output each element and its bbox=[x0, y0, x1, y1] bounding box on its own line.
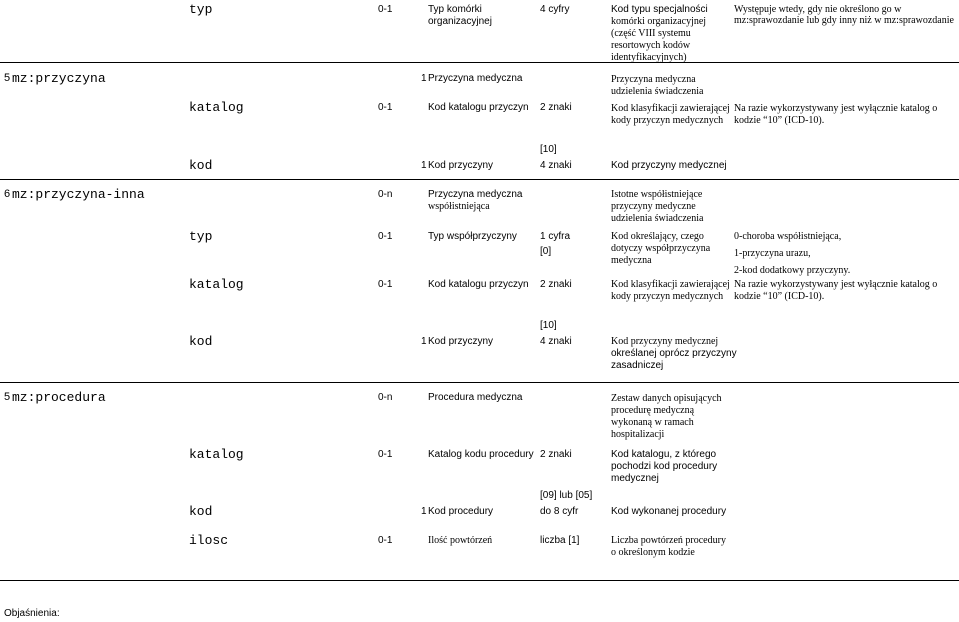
note-line: medycznej bbox=[611, 473, 659, 484]
comment-line: mz:sprawozdanie lub gdy inny niż w mz:sprawozdanie bbox=[734, 15, 954, 26]
cardinality: 1 bbox=[421, 336, 427, 347]
note-line: Istotne współistniejące bbox=[611, 189, 703, 200]
element-name: katalog bbox=[189, 100, 244, 115]
format: 4 cyfry bbox=[540, 4, 570, 15]
default-value: [09] lub [05] bbox=[540, 490, 593, 501]
description: Katalog kodu procedury bbox=[428, 449, 534, 460]
description: Kod przyczyny bbox=[428, 160, 494, 171]
format: do 8 cyfr bbox=[540, 506, 579, 517]
level-number: 6 bbox=[4, 188, 11, 200]
cardinality: 0-1 bbox=[378, 102, 393, 113]
note-line: Kod katalogu, z którego bbox=[611, 449, 717, 460]
comment-line: 2-kod dodatkowy przyczyny. bbox=[734, 265, 851, 276]
comment-line: 1-przyczyna urazu, bbox=[734, 248, 811, 259]
element-name: katalog bbox=[189, 277, 244, 292]
element-name: ilosc bbox=[189, 533, 229, 548]
comment-line: 0-choroba współistniejąca, bbox=[734, 231, 842, 242]
cardinality: 0-1 bbox=[378, 231, 393, 242]
note-line: określanej oprócz przyczyny bbox=[611, 348, 737, 359]
separator bbox=[0, 179, 959, 180]
element-name: kod bbox=[189, 158, 213, 173]
description: Przyczyna medyczna bbox=[428, 73, 523, 84]
note: Kod przyczyny medycznej bbox=[611, 160, 727, 171]
separator bbox=[0, 382, 959, 383]
note-line: przyczyny medyczne bbox=[611, 201, 696, 212]
description: Kod procedury bbox=[428, 506, 494, 517]
comment-line: kodzie “10” (ICD-10). bbox=[734, 291, 825, 302]
element-name: kod bbox=[189, 504, 213, 519]
description: Ilość powtórzeń bbox=[428, 535, 493, 546]
note-line: Przyczyna medyczna bbox=[611, 74, 696, 85]
format: 2 znaki bbox=[540, 279, 572, 290]
description-line: Typ komórki bbox=[428, 4, 482, 15]
level-number: 5 bbox=[4, 72, 11, 84]
description: Typ współprzyczyny bbox=[428, 231, 517, 242]
comment-line: Na razie wykorzystywany jest wyłącznie katalog o bbox=[734, 279, 938, 290]
cardinality: 1 bbox=[421, 160, 427, 171]
note: Kod wykonanej procedury bbox=[611, 506, 727, 517]
format: liczba [1] bbox=[540, 535, 580, 546]
separator bbox=[0, 62, 959, 63]
note-line: zasadniczej bbox=[611, 360, 664, 371]
note-line: kody przyczyn medycznych bbox=[611, 291, 724, 302]
format: 4 znaki bbox=[540, 336, 572, 347]
element-name: mz:procedura bbox=[12, 390, 106, 405]
description: Procedura medyczna bbox=[428, 392, 523, 403]
description: Kod katalogu przyczyn bbox=[428, 279, 529, 290]
note-line: kody przyczyn medycznych bbox=[611, 115, 724, 126]
format: 4 znaki bbox=[540, 160, 572, 171]
comment-line: kodzie “10” (ICD-10). bbox=[734, 115, 825, 126]
note-line: identyfikacyjnych) bbox=[611, 52, 687, 63]
default-value: [10] bbox=[540, 144, 557, 155]
level-number: 5 bbox=[4, 391, 11, 403]
description-line: współistniejąca bbox=[428, 201, 490, 212]
cardinality: 0-n bbox=[378, 189, 393, 200]
comment-line: Występuje wtedy, gdy nie określono go w bbox=[734, 4, 902, 15]
element-name: typ bbox=[189, 229, 213, 244]
note-line: dotyczy współprzyczyna bbox=[611, 243, 711, 254]
cardinality: 0-1 bbox=[378, 279, 393, 290]
element-name: kod bbox=[189, 334, 213, 349]
cardinality: 0-1 bbox=[378, 449, 393, 460]
format: 1 cyfra bbox=[540, 231, 571, 242]
element-name: typ bbox=[189, 2, 213, 17]
format: 2 znaki bbox=[540, 449, 572, 460]
note-line: Kod klasyfikacji zawierającej bbox=[611, 279, 730, 290]
note-line: udzielenia świadczenia bbox=[611, 86, 704, 97]
cardinality: 1 bbox=[421, 506, 427, 517]
note-line: wykonaną w ramach bbox=[611, 417, 694, 428]
element-name: mz:przyczyna bbox=[12, 71, 106, 86]
note-line: Liczba powtórzeń procedury bbox=[611, 535, 726, 546]
description-line: organizacyjnej bbox=[428, 16, 492, 27]
separator bbox=[0, 580, 959, 581]
note-line: procedurę medyczną bbox=[611, 405, 695, 416]
default-value: [10] bbox=[540, 320, 557, 331]
note-line: Kod klasyfikacji zawierającej bbox=[611, 103, 730, 114]
note-line: medyczna bbox=[611, 255, 652, 266]
note-line: komórki organizacyjnej bbox=[611, 16, 707, 27]
description: Kod przyczyny bbox=[428, 336, 494, 347]
note-line: Kod przyczyny medycznej bbox=[611, 336, 719, 347]
note-line: Kod typu specjalności bbox=[611, 4, 708, 15]
note-line: Zestaw danych opisujących bbox=[611, 393, 722, 404]
element-name: mz:przyczyna-inna bbox=[12, 187, 145, 202]
element-name: katalog bbox=[189, 447, 244, 462]
note-line: udzielenia świadczenia bbox=[611, 213, 704, 224]
note-line: pochodzi kod procedury bbox=[611, 461, 718, 472]
comment-line: Na razie wykorzystywany jest wyłącznie katalog o bbox=[734, 103, 938, 114]
default-value: [0] bbox=[540, 246, 552, 257]
note-line: hospitalizacji bbox=[611, 429, 665, 440]
note-line: resortowych kodów bbox=[611, 40, 691, 51]
cardinality: 0-1 bbox=[378, 535, 393, 546]
cardinality: 0-1 bbox=[378, 4, 393, 15]
format: 2 znaki bbox=[540, 102, 572, 113]
description-line: Przyczyna medyczna bbox=[428, 189, 523, 200]
note-line: Kod określający, czego bbox=[611, 231, 704, 242]
note-line: o określonym kodzie bbox=[611, 547, 695, 558]
note-line: (część VIII systemu bbox=[611, 28, 691, 39]
cardinality: 0-n bbox=[378, 392, 393, 403]
footer-label: Objaśnienia: bbox=[4, 608, 60, 619]
description: Kod katalogu przyczyn bbox=[428, 102, 529, 113]
cardinality: 1 bbox=[421, 73, 427, 84]
